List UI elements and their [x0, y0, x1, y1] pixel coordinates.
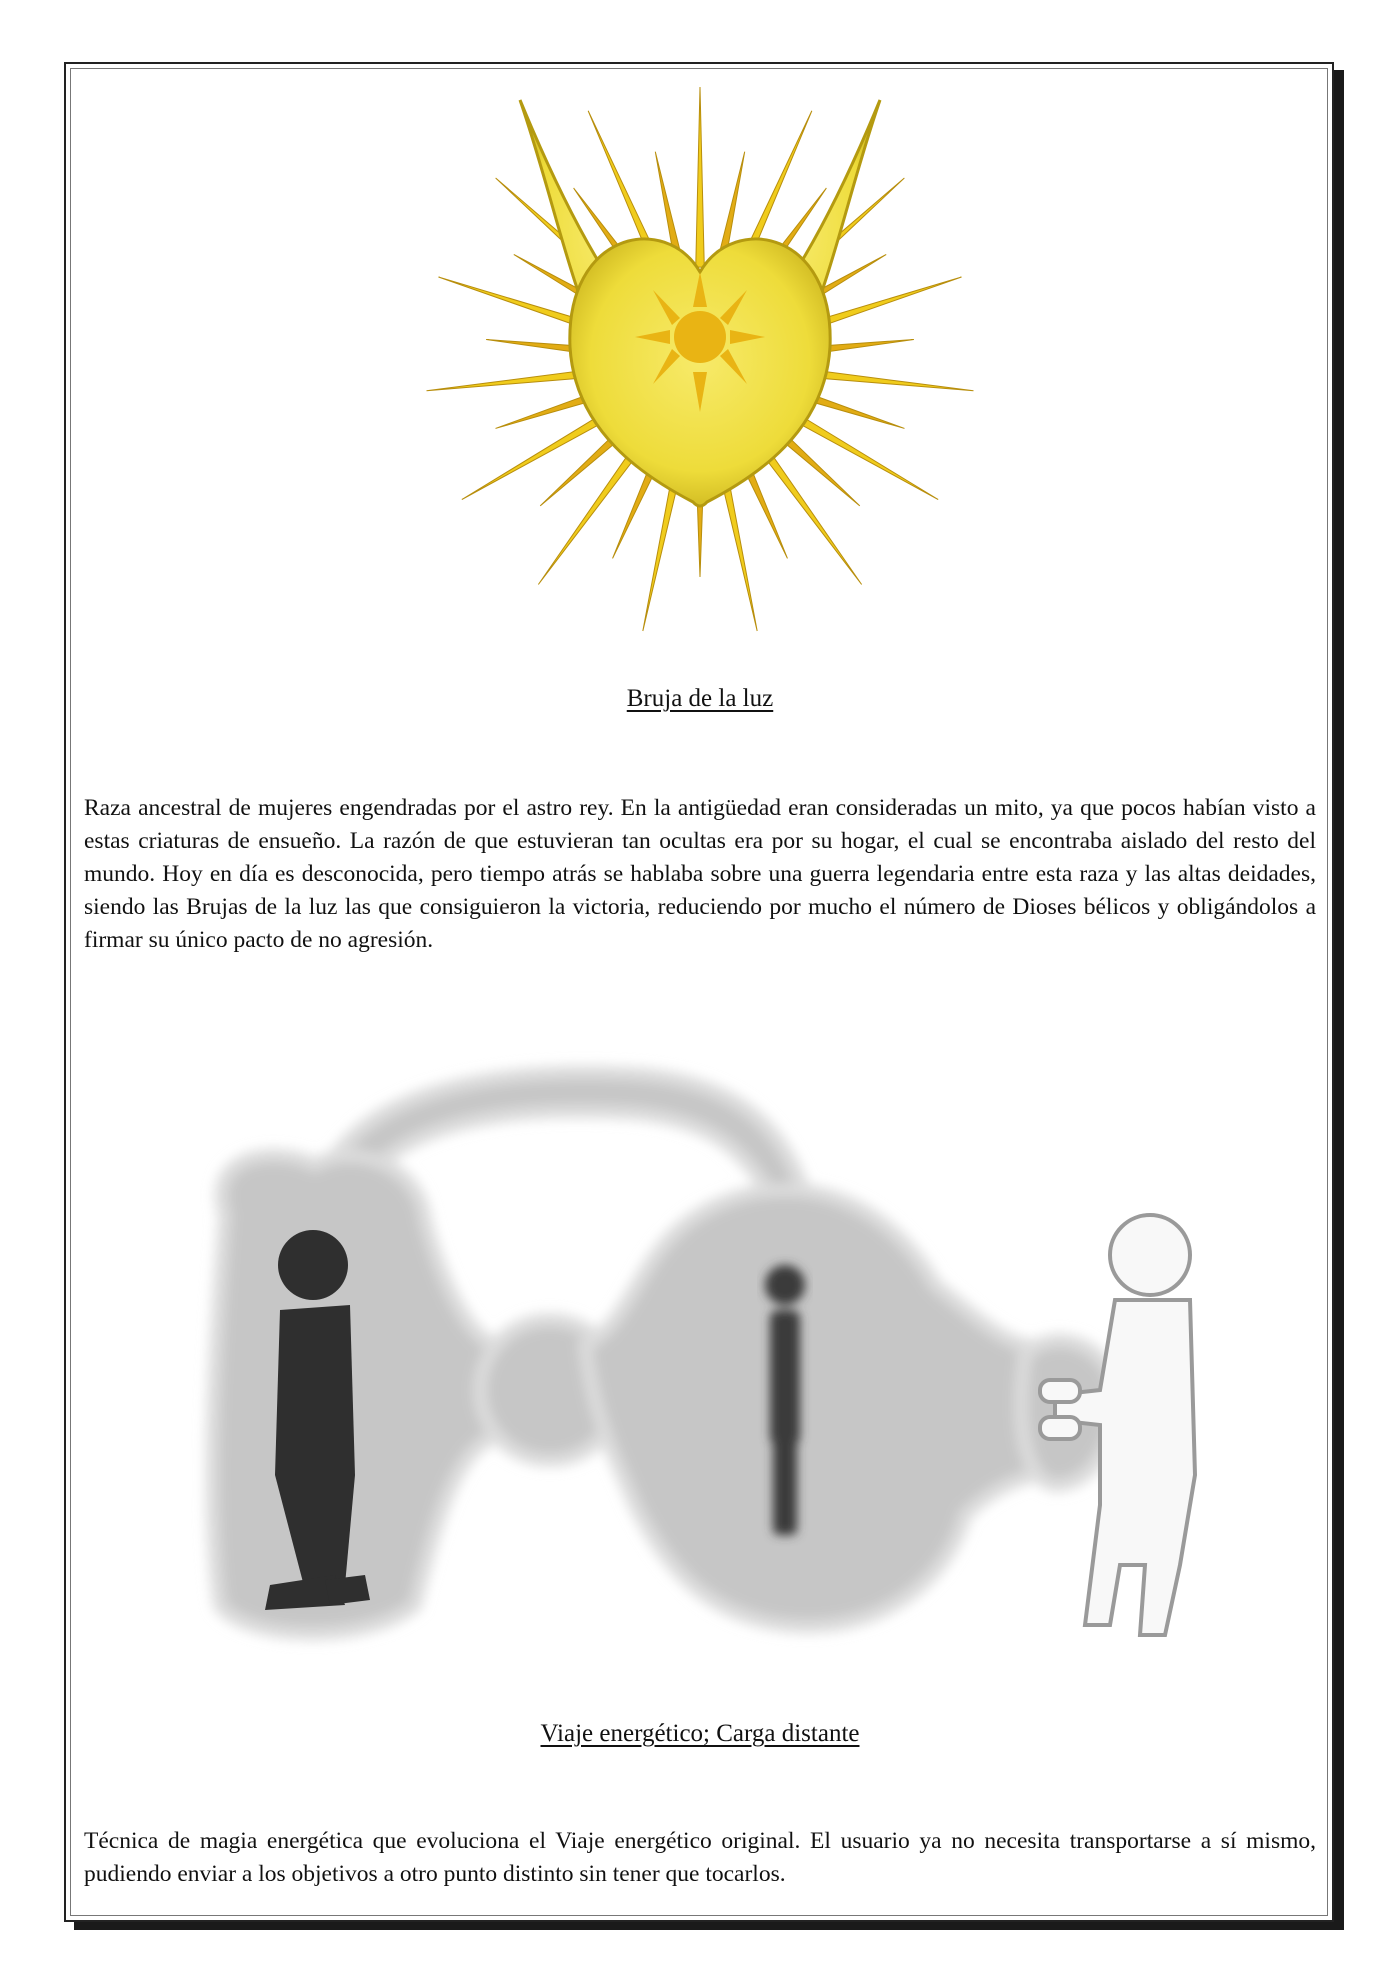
description-bruja-de-la-luz: Raza ancestral de mujeres engendradas por el astro rey. En la antigüedad eran consideradas un mito, ya que pocos habían visto a estas criaturas de ensueño. La razón de que estuvieran tan ocultas era por su hogar, el cual se encontraba aislado del resto del mundo. Hoy en día es desconocida, pero tiempo atrás se hablaba sobre una guerra legendaria entre esta raza y las altas deidades, siendo las Brujas de la luz las que consiguieron la victoria, reduciendo por mucho el número de Dioses bélicos y obligándolos a firmar su único pacto de no agresión.	[84, 795, 1316, 953]
caption-viaje-energetico: Viaje energético; Carga distante	[540, 1720, 860, 1747]
sun-ray	[696, 87, 705, 267]
energy-travel-illustration	[185, 1045, 1225, 1685]
white-figure-right	[1040, 1215, 1195, 1635]
sun-emblem-illustration	[395, 82, 1005, 652]
caption-bruja-de-la-luz: Bruja de la luz	[626, 685, 774, 712]
description-viaje-energetico: Técnica de magia energética que evoluciona el Viaje energético original. El usuario ya no necesita transportarse a sí mismo, pudiendo enviar a los objetivos a otro punto distinto sin tener que tocarlos.	[84, 1828, 1316, 1887]
